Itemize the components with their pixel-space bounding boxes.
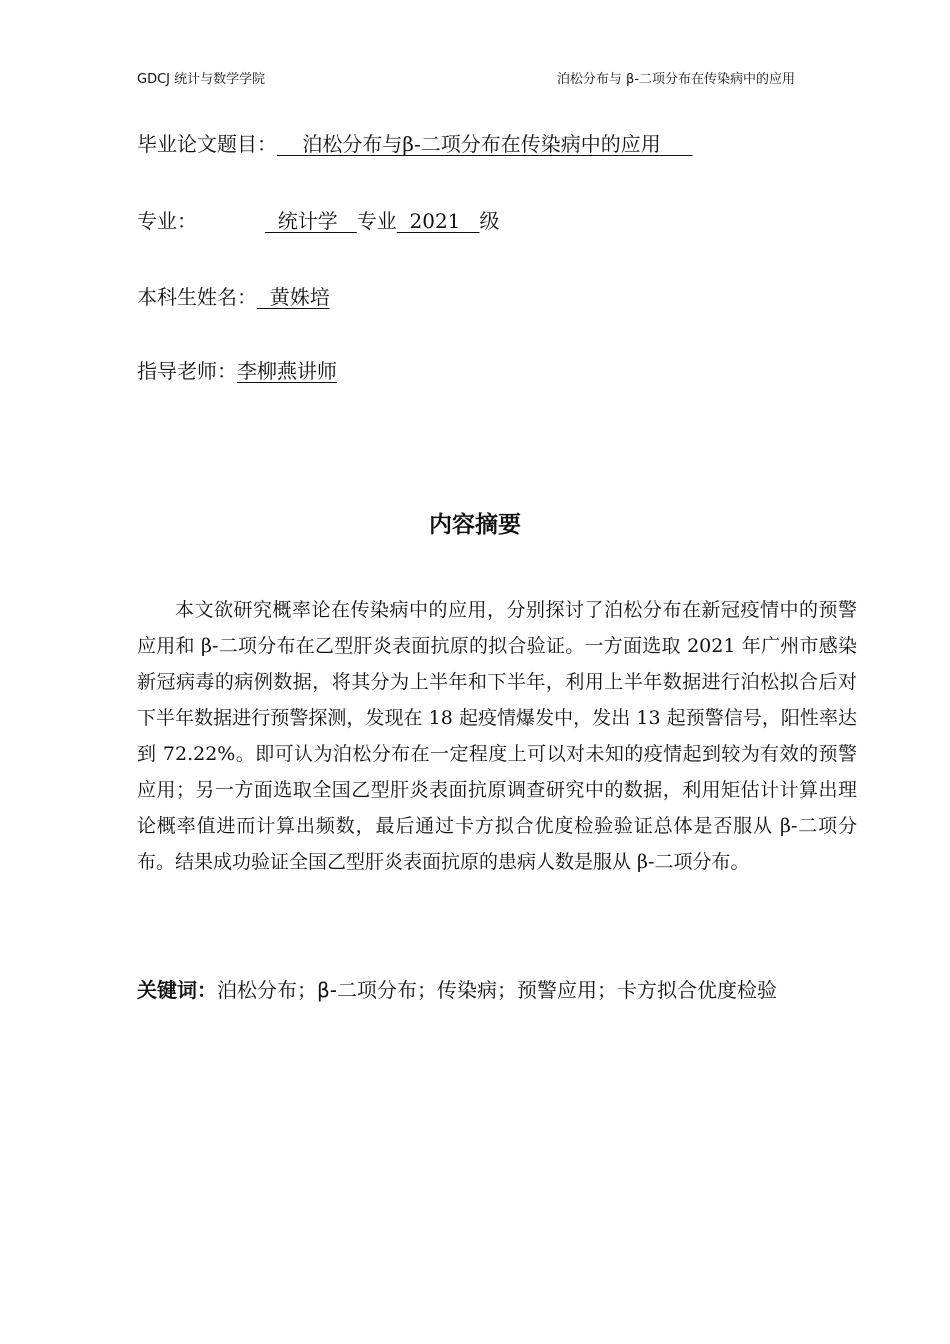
keywords-text: 泊松分布；β-二项分布；传染病；预警应用；卡方拟合优度检验 xyxy=(217,978,777,1002)
major-row xyxy=(137,205,499,234)
year-value: 2021 xyxy=(396,209,480,233)
major-suffix: 专业 xyxy=(356,209,397,233)
advisor-label: 指导老师： xyxy=(137,359,237,383)
abstract-body: 本文欲研究概率论在传染病中的应用，分别探讨了泊松分布在新冠疫情中的预警应用和 β-二项分布在乙型肝炎表面抗原的拟合验证。一方面选取 2021 年广州市感染新冠病毒的病例数据，将其分为上半年和下半年，利用上半年数据进行泊松拟合后对下半年数据进行预警探测，发现在 18 起疫情爆发中，发出 13 起预警信号，阳性率达到 72.22%。即可认为泊松分布在一定程度上可以对未知的疫情起到较为有效的预警应用；另一方面选取全国乙型肝炎表面抗原调查研究中的数据，利用矩估计计算出理论概率值进而计算出频数，最后通过卡方拟合优度检验验证总体是否服从 β-二项分布。结果成功验证全国乙型肝炎表面抗原的患病人数是服从 β-二项分布。 xyxy=(137,599,857,873)
year-suffix: 级 xyxy=(479,209,500,233)
student-name-value: 黄姝培 xyxy=(257,285,330,309)
header-right: 泊松分布与 β-二项分布在传染病中的应用 xyxy=(556,72,795,87)
major-value: 统计学 xyxy=(265,209,357,233)
thesis-title-value: 泊松分布与β-二项分布在传染病中的应用 xyxy=(277,132,693,156)
header-left: GDCJ 统计与数学学院 xyxy=(137,72,266,87)
major-label: 专业： xyxy=(137,209,197,233)
advisor-row xyxy=(137,355,337,384)
thesis-title-row xyxy=(137,128,693,157)
student-name-row xyxy=(137,281,330,310)
advisor-value: 李柳燕讲师 xyxy=(237,359,337,383)
abstract-heading: 内容摘要 xyxy=(429,512,521,538)
thesis-title-label: 毕业论文题目： xyxy=(137,132,277,156)
keywords-row xyxy=(137,973,857,1008)
student-name-label: 本科生姓名： xyxy=(137,285,257,309)
keywords-label: 关键词： xyxy=(137,978,217,1002)
